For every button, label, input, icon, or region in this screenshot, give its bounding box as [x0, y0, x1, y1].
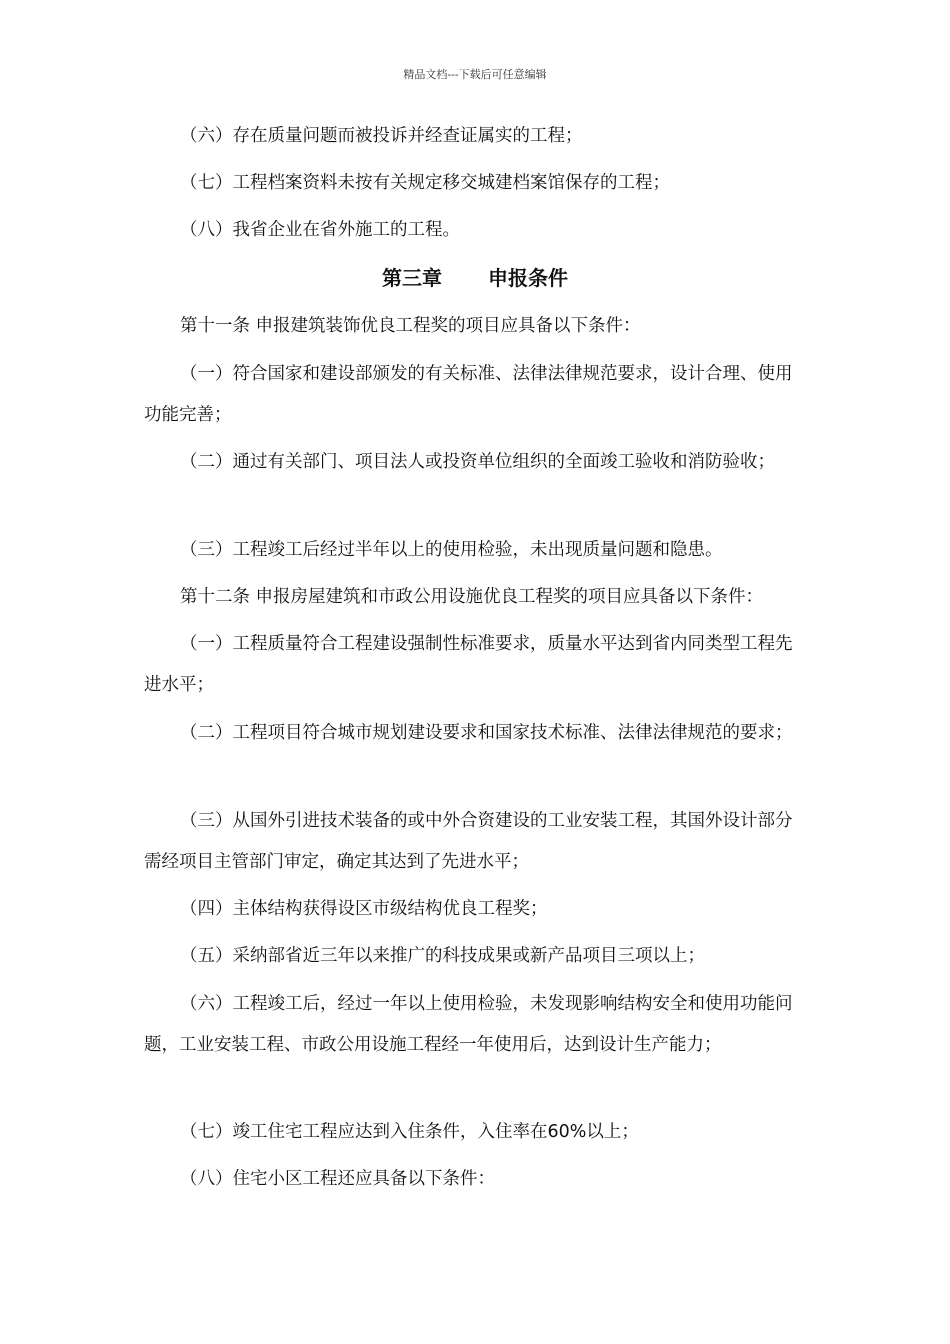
- page-header: 精品文档---下载后可任意编辑: [403, 68, 547, 81]
- item-six-top: （六）存在质量问题而被投诉并经查证属实的工程；: [180, 126, 583, 146]
- article-11-item-3: （三）工程竣工后经过半年以上的使用检验，未出现质量问题和隐患。: [180, 540, 723, 560]
- chapter-title: 申报条件: [488, 266, 568, 290]
- article-11: 第十一条 申报建筑装饰优良工程奖的项目应具备以下条件：: [180, 316, 641, 336]
- article-12-item-2: （二）工程项目符合城市规划建设要求和国家技术标准、法律法律规范的要求；: [180, 723, 793, 743]
- article-12-item-1: （一）工程质量符合工程建设强制性标准要求，质量水平达到省内同类型工程先进水平；: [144, 634, 793, 695]
- article-12-item-4: （四）主体结构获得设区市级结构优良工程奖；: [180, 899, 548, 919]
- article-12-item-7: （七）竣工住宅工程应达到入住条件，入住率在60%以上；: [180, 1122, 639, 1142]
- article-12-item-8: （八）住宅小区工程还应具备以下条件：: [180, 1169, 495, 1189]
- chapter-number: 第三章: [382, 266, 442, 290]
- item-seven-top: （七）工程档案资料未按有关规定移交城建档案馆保存的工程；: [180, 173, 670, 193]
- article-11-item-1: （一）符合国家和建设部颁发的有关标准、法律法律规范要求，设计合理、使用功能完善；: [144, 364, 793, 425]
- item-eight-top: （八）我省企业在省外施工的工程。: [180, 220, 460, 240]
- article-12-item-3: （三）从国外引进技术装备的或中外合资建设的工业安装工程，其国外设计部分需经项目主管部门审定，确定其达到了先进水平；: [144, 811, 793, 872]
- article-11-item-2: （二）通过有关部门、项目法人或投资单位组织的全面竣工验收和消防验收；: [180, 452, 775, 472]
- article-12-item-5: （五）采纳部省近三年以来推广的科技成果或新产品项目三项以上；: [180, 946, 705, 966]
- article-12-item-6: （六）工程竣工后，经过一年以上使用检验，未发现影响结构安全和使用功能问题，工业安装工程、市政公用设施工程经一年使用后，达到设计生产能力；: [144, 994, 793, 1055]
- article-12: 第十二条 申报房屋建筑和市政公用设施优良工程奖的项目应具备以下条件：: [180, 587, 764, 607]
- chapter-heading: [0, 262, 950, 294]
